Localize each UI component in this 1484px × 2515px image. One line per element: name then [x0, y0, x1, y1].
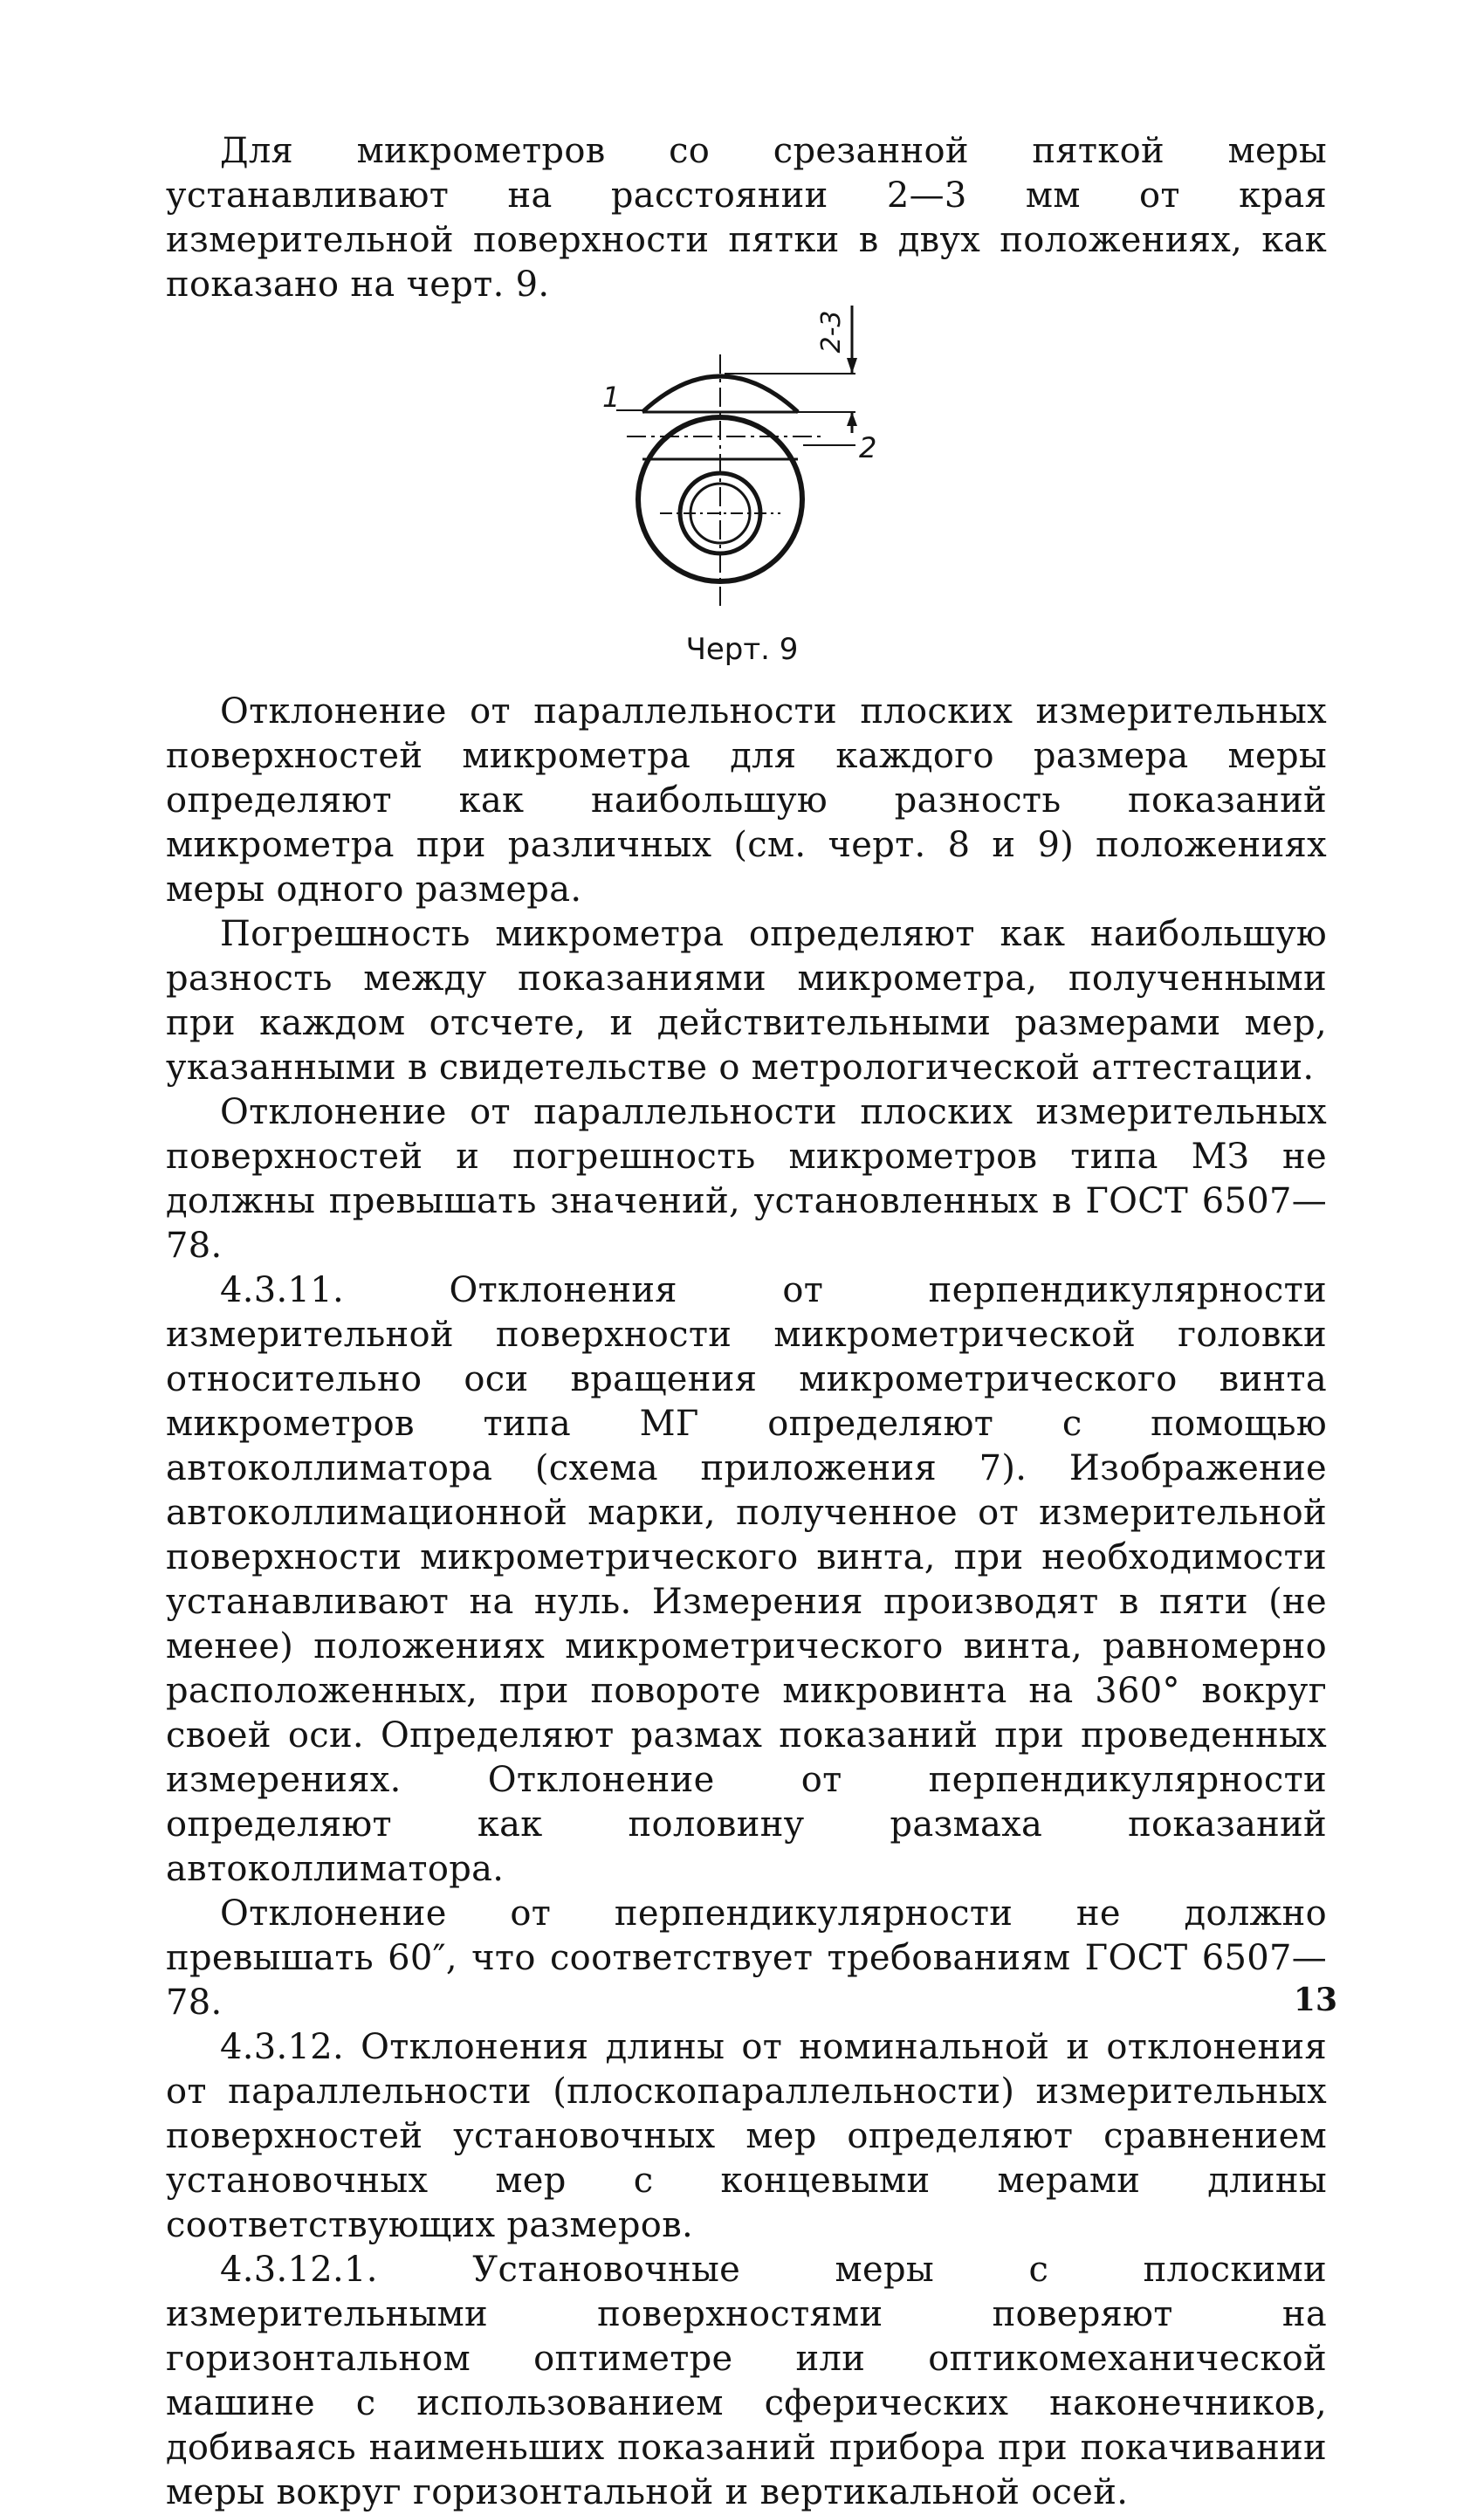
paragraph: 4.3.12. Отклонения длины от номинальной и отклонения от параллельности (плоскопараллельности) измерительных поверхностей установочных мер определяют сравнением установочных мер с концевыми мерами длины соответствующих размеров. [166, 2027, 1327, 2245]
paragraph: Отклонение от параллельности плоских измерительных поверхностей микрометра для каждого размера меры определяют как наибольшую разность показаний микрометра при различных (см. черт. 8 и 9) положениях меры одного размера. [166, 691, 1327, 910]
dimension-arrow-bottom [847, 412, 857, 426]
intro-paragraph: Для микрометров со срезанной пяткой меры устанавливают на расстоянии 2—3 мм от края измерительной поверхности пятки в двух положениях, как показано на черт. 9. [166, 131, 1327, 305]
paragraph: Погрешность микрометра определяют как наибольшую разность между показаниями микрометра, полученными при каждом отсчете, и действительными размерами мер, указанными в свидетельстве о метрологической аттестации. [166, 914, 1327, 1088]
callout-label-2: 2 [859, 431, 877, 464]
page-number: 13 [1293, 1982, 1337, 2018]
micrometer-heel-diagram [594, 279, 890, 629]
dimension-arrow-top [847, 358, 857, 374]
figure-caption: Черт. 9 [685, 632, 799, 667]
paragraph: 4.3.11. Отклонения от перпендикулярности измерительной поверхности микрометрической головки относительно оси вращения микрометрического винта микрометров типа МГ определяют с помощью автоколлиматора (схема приложения 7). Изображение автоколлимационной марки, полученное от измерительной поверхности микрометрического винта, при необходимости устанавливают на нуль. Измерения производят в пяти (не менее) положениях микрометрического винта, равномерно расположенных, при повороте микровинта на 360° вокруг своей оси. Определяют размах показаний при проведенных измерениях. Отклонение от перпендикулярности определяют как половину размаха показаний автоколлиматора. [166, 1270, 1327, 1889]
paragraph: 4.3.12.1. Установочные меры с плоскими измерительными поверхностями поверяют на горизонтальном оптиметре или оптикомеханической машине с использованием сферических наконечников, добиваясь наименьших показаний прибора при покачивании меры вокруг горизонтальной и вертикальной осей. [166, 2250, 1327, 2512]
figure-9 [594, 279, 890, 629]
callout-label-1: 1 [602, 381, 621, 414]
paragraph: Отклонение от перпендикулярности не должно превышать 60″, что соответствует требованиям ГОСТ 6507—78. [166, 1893, 1327, 2023]
dimension-label: 2-3 [816, 310, 847, 354]
paragraph: Отклонение от параллельности плоских измерительных поверхностей и погрешность микрометров типа МЗ не должны превышать значений, установленных в ГОСТ 6507—78. [166, 1092, 1327, 1266]
main-text [166, 690, 1327, 2515]
